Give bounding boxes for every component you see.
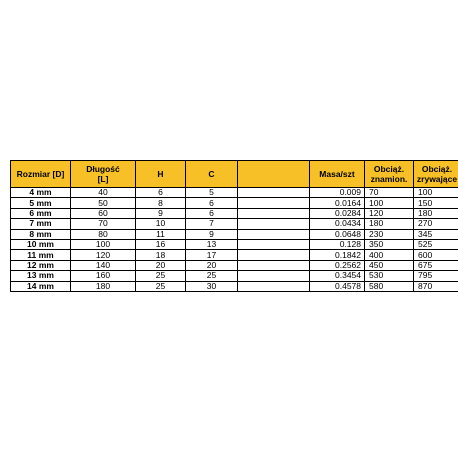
table-row xyxy=(11,250,458,260)
h-cell: 11 xyxy=(136,229,186,239)
h-cell: 18 xyxy=(136,250,186,260)
mass-cell: 0.128 xyxy=(310,239,365,249)
size-cell: 11 mm xyxy=(11,250,71,260)
h-cell: 25 xyxy=(136,281,186,291)
length-cell: 180 xyxy=(71,281,136,291)
c-cell: 13 xyxy=(186,239,238,249)
blank-cell xyxy=(238,208,310,218)
brk-cell: 150 xyxy=(414,198,458,208)
table-row xyxy=(11,219,458,229)
table-row xyxy=(11,260,458,270)
h-cell: 20 xyxy=(136,260,186,270)
table-row xyxy=(11,271,458,281)
nom-cell: 450 xyxy=(365,260,414,270)
header-c: C xyxy=(186,161,238,188)
size-cell: 10 mm xyxy=(11,239,71,249)
blank-cell xyxy=(238,219,310,229)
nom-cell: 400 xyxy=(365,250,414,260)
size-cell: 4 mm xyxy=(11,188,71,198)
length-cell: 60 xyxy=(71,208,136,218)
brk-cell: 345 xyxy=(414,229,458,239)
brk-cell: 795 xyxy=(414,271,458,281)
brk-cell: 600 xyxy=(414,250,458,260)
nom-cell: 580 xyxy=(365,281,414,291)
size-cell: 7 mm xyxy=(11,219,71,229)
blank-cell xyxy=(238,239,310,249)
c-cell: 30 xyxy=(186,281,238,291)
table-row xyxy=(11,208,458,218)
blank-cell xyxy=(238,250,310,260)
c-cell: 6 xyxy=(186,198,238,208)
nom-cell: 180 xyxy=(365,219,414,229)
blank-cell xyxy=(238,271,310,281)
mass-cell: 0.0284 xyxy=(310,208,365,218)
mass-cell: 0.4578 xyxy=(310,281,365,291)
header-size: Rozmiar [D] xyxy=(11,161,71,188)
blank-cell xyxy=(238,198,310,208)
mass-cell: 0.1842 xyxy=(310,250,365,260)
chain-spec-table xyxy=(10,160,458,292)
length-cell: 120 xyxy=(71,250,136,260)
nom-cell: 230 xyxy=(365,229,414,239)
header-nominal-load: Obciąż. znamion. xyxy=(365,161,414,188)
brk-cell: 100 xyxy=(414,188,458,198)
table-row xyxy=(11,188,458,198)
c-cell: 6 xyxy=(186,208,238,218)
brk-cell: 675 xyxy=(414,260,458,270)
mass-cell: 0.009 xyxy=(310,188,365,198)
header-blank xyxy=(238,161,310,188)
h-cell: 25 xyxy=(136,271,186,281)
mass-cell: 0.0648 xyxy=(310,229,365,239)
header-length: Długość [L] xyxy=(71,161,136,188)
length-cell: 160 xyxy=(71,271,136,281)
c-cell: 20 xyxy=(186,260,238,270)
length-cell: 70 xyxy=(71,219,136,229)
brk-cell: 870 xyxy=(414,281,458,291)
length-cell: 40 xyxy=(71,188,136,198)
nom-cell: 350 xyxy=(365,239,414,249)
h-cell: 10 xyxy=(136,219,186,229)
size-cell: 13 mm xyxy=(11,271,71,281)
header-row xyxy=(11,161,458,188)
table-header xyxy=(11,161,458,188)
size-cell: 8 mm xyxy=(11,229,71,239)
length-cell: 80 xyxy=(71,229,136,239)
blank-cell xyxy=(238,188,310,198)
blank-cell xyxy=(238,229,310,239)
table-row xyxy=(11,281,458,291)
mass-cell: 0.0434 xyxy=(310,219,365,229)
header-h: H xyxy=(136,161,186,188)
brk-cell: 525 xyxy=(414,239,458,249)
size-cell: 14 mm xyxy=(11,281,71,291)
nom-cell: 70 xyxy=(365,188,414,198)
size-cell: 12 mm xyxy=(11,260,71,270)
brk-cell: 270 xyxy=(414,219,458,229)
nom-cell: 530 xyxy=(365,271,414,281)
mass-cell: 0.0164 xyxy=(310,198,365,208)
c-cell: 7 xyxy=(186,219,238,229)
table-row xyxy=(11,229,458,239)
length-cell: 50 xyxy=(71,198,136,208)
nom-cell: 100 xyxy=(365,198,414,208)
c-cell: 17 xyxy=(186,250,238,260)
blank-cell xyxy=(238,260,310,270)
brk-cell: 180 xyxy=(414,208,458,218)
length-cell: 100 xyxy=(71,239,136,249)
length-cell: 140 xyxy=(71,260,136,270)
nom-cell: 120 xyxy=(365,208,414,218)
h-cell: 6 xyxy=(136,188,186,198)
header-breaking-load: Obciąż. zrywające xyxy=(414,161,458,188)
table-body xyxy=(11,188,458,292)
blank-cell xyxy=(238,281,310,291)
table-row xyxy=(11,239,458,249)
mass-cell: 0.2562 xyxy=(310,260,365,270)
c-cell: 25 xyxy=(186,271,238,281)
h-cell: 9 xyxy=(136,208,186,218)
size-cell: 6 mm xyxy=(11,208,71,218)
mass-cell: 0.3454 xyxy=(310,271,365,281)
c-cell: 9 xyxy=(186,229,238,239)
h-cell: 8 xyxy=(136,198,186,208)
c-cell: 5 xyxy=(186,188,238,198)
h-cell: 16 xyxy=(136,239,186,249)
size-cell: 5 mm xyxy=(11,198,71,208)
table-row xyxy=(11,198,458,208)
header-mass: Masa/szt xyxy=(310,161,365,188)
